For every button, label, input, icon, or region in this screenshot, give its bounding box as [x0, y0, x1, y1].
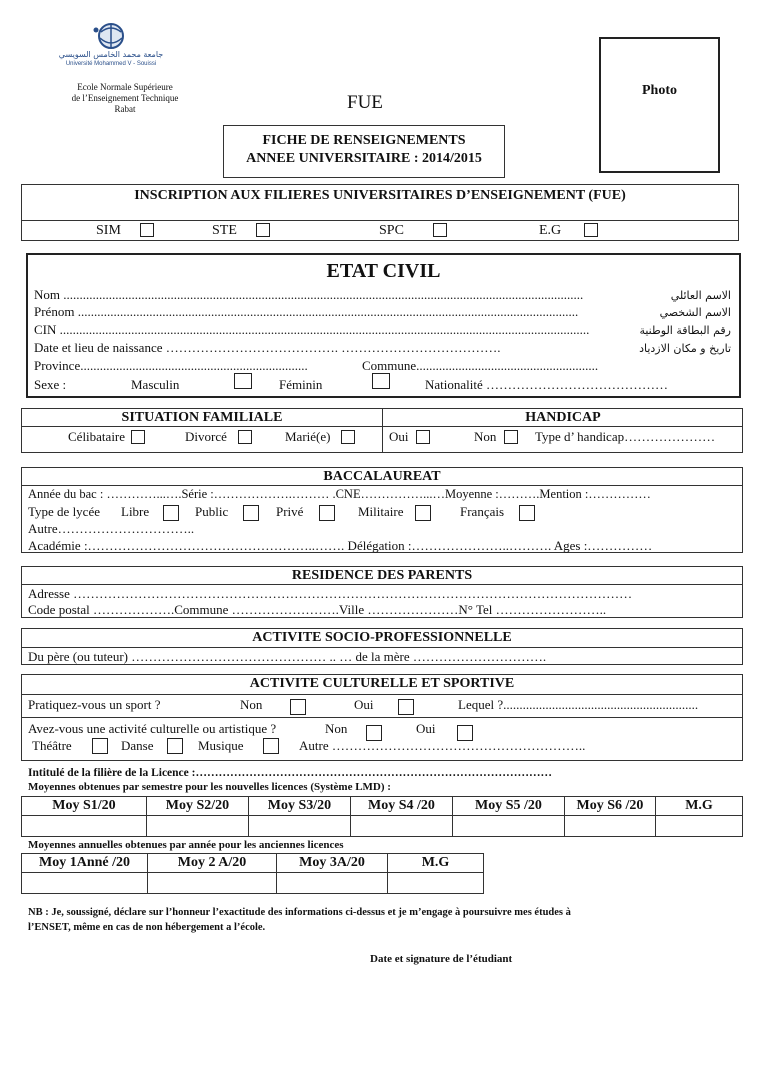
celibataire-checkbox[interactable]: [131, 430, 145, 444]
lmd-value-s5[interactable]: [453, 816, 565, 837]
nom-field[interactable]: Nom ................................................................................................................................................................: [34, 287, 584, 302]
lmd-header-s2: Moy S2/20: [147, 797, 249, 816]
public-checkbox[interactable]: [243, 505, 259, 521]
residence-section: [21, 566, 743, 618]
ancienne-value-3[interactable]: [277, 873, 388, 894]
moyennes-lmd-label: Moyennes obtenues par semestre pour les nouvelles licences (Système LMD) :: [28, 781, 391, 793]
option-eg-checkbox[interactable]: [584, 223, 598, 237]
option-ste-checkbox[interactable]: [256, 223, 270, 237]
anciennes-moyennes-table: [21, 853, 484, 894]
school-name-line2: de l’Enseignement Technique: [71, 93, 179, 103]
art-non-label: Non: [325, 721, 348, 736]
ancienne-value-mg[interactable]: [388, 873, 484, 894]
musique-checkbox[interactable]: [263, 738, 279, 754]
militaire-label: Militaire: [358, 504, 404, 519]
ancienne-header-mg: M.G: [388, 854, 484, 873]
prive-label: Privé: [276, 504, 304, 519]
art-question: Avez-vous une activité culturelle ou artistique ?: [28, 721, 277, 736]
photo-label: Photo: [642, 83, 677, 98]
inscription-section: [21, 184, 739, 241]
musique-label: Musique: [198, 738, 244, 753]
sport-lequel-field[interactable]: Lequel ?............................................................: [458, 697, 699, 712]
handicap-type-field[interactable]: Type d’ handicap…………………: [535, 429, 716, 444]
type-lycee-label: Type de lycée: [28, 504, 100, 519]
divorce-checkbox[interactable]: [238, 430, 252, 444]
lmd-value-s2[interactable]: [147, 816, 249, 837]
culturelle-section: [21, 674, 743, 761]
libre-checkbox[interactable]: [163, 505, 179, 521]
sport-non-label: Non: [240, 697, 263, 712]
lmd-header-s4: Moy S4 /20: [351, 797, 453, 816]
art-autre-field[interactable]: Autre …………………………………………………..: [299, 738, 586, 753]
sport-oui-label: Oui: [354, 697, 374, 712]
licence-intitule-field[interactable]: Intitulé de la filière de la Licence :…………………………………………………………………………………: [28, 767, 552, 779]
lmd-header-mg: M.G: [656, 797, 743, 816]
fiche-title-line2: ANNEE UNIVERSITAIRE : 2014/2015: [246, 151, 482, 166]
culturelle-title: ACTIVITE CULTURELLE ET SPORTIVE: [249, 676, 515, 691]
sport-non-checkbox[interactable]: [290, 699, 306, 715]
libre-label: Libre: [121, 504, 150, 519]
nationalite-field[interactable]: Nationalité ……………………………………: [425, 377, 669, 392]
masculin-label: Masculin: [131, 377, 180, 392]
signature-label: Date et signature de l’étudiant: [370, 953, 513, 965]
prenom-field[interactable]: Prénom ..........................................................................................................................................................: [34, 304, 579, 319]
lmd-value-s6[interactable]: [565, 816, 656, 837]
option-sim-checkbox[interactable]: [140, 223, 154, 237]
lmd-header-s6: Moy S6 /20: [565, 797, 656, 816]
theatre-checkbox[interactable]: [92, 738, 108, 754]
photo-box[interactable]: [599, 37, 720, 173]
fiche-title-line1: FICHE DE RENSEIGNEMENTS: [262, 133, 466, 148]
naissance-arabic-label: تاريخ و مكان الازدياد: [639, 342, 731, 355]
option-spc-label: SPC: [379, 223, 404, 238]
lmd-value-s3[interactable]: [249, 816, 351, 837]
lmd-value-s1[interactable]: [22, 816, 147, 837]
residence-line2[interactable]: Code postal ……………….Commune …………………….Ville …………………N° Tel ……………………..: [28, 602, 607, 617]
ancienne-header-3: Moy 3A/20: [277, 854, 388, 873]
handicap-non-checkbox[interactable]: [504, 430, 518, 444]
logo-arabic-name: جامعة محمد الخامس السويسي: [58, 50, 164, 59]
lmd-header-s3: Moy S3/20: [249, 797, 351, 816]
public-label: Public: [195, 504, 229, 519]
sexe-label: Sexe :: [34, 377, 67, 392]
militaire-checkbox[interactable]: [415, 505, 431, 521]
feminin-label: Féminin: [279, 377, 323, 392]
situation-handicap-section: [21, 408, 743, 453]
handicap-oui-label: Oui: [389, 429, 409, 444]
lmd-header-s1: Moy S1/20: [22, 797, 147, 816]
bac-line4[interactable]: Académie :……………………………………………..……. Délégation :…………………..………. Ages :……………: [28, 538, 653, 553]
commune-field[interactable]: Commune........................................................: [362, 358, 599, 373]
moyennes-anciennes-label: Moyennes annuelles obtenues par année pour les anciennes licences: [28, 839, 344, 851]
marie-label: Marié(e): [285, 429, 331, 444]
prenom-arabic-label: الاسم الشخصي: [659, 306, 731, 319]
option-sim-label: SIM: [96, 223, 121, 238]
fiche-title-box: [223, 125, 505, 178]
socio-pro-section: [21, 628, 743, 665]
ancienne-value-2[interactable]: [148, 873, 277, 894]
baccalaureat-section: [21, 467, 743, 553]
etat-civil-section: [26, 253, 741, 398]
bac-line1[interactable]: Année du bac : …………...….Série :……………….……… .CNE……………...…Moyenne :……….Mention :……………: [28, 487, 651, 501]
handicap-non-label: Non: [474, 429, 497, 444]
danse-checkbox[interactable]: [167, 738, 183, 754]
theatre-label: Théâtre: [32, 738, 72, 753]
ancienne-header-1: Moy 1Anné /20: [22, 854, 148, 873]
option-ste-label: STE: [212, 223, 237, 238]
school-name-line3: Rabat: [114, 104, 136, 114]
celibataire-label: Célibataire: [68, 429, 126, 444]
inscription-title: INSCRIPTION AUX FILIERES UNIVERSITAIRES D’ENSEIGNEMENT (FUE): [134, 188, 626, 203]
francais-label: Français: [460, 504, 505, 519]
nom-arabic-label: الاسم العائلي: [670, 289, 731, 302]
province-field[interactable]: Province......................................................................: [34, 358, 308, 373]
bac-autre-field[interactable]: Autre…………………………..: [28, 521, 195, 536]
option-spc-checkbox[interactable]: [433, 223, 447, 237]
residence-title: RESIDENCE DES PARENTS: [291, 568, 473, 583]
sport-question: Pratiquez-vous un sport ?: [28, 697, 161, 712]
sport-oui-checkbox[interactable]: [398, 699, 414, 715]
marie-checkbox[interactable]: [341, 430, 355, 444]
francais-checkbox[interactable]: [519, 505, 535, 521]
lmd-value-mg[interactable]: [656, 816, 743, 837]
adresse-field[interactable]: Adresse …………………………………………………………………………………………………………………: [28, 586, 633, 601]
naissance-field[interactable]: Date et lieu de naissance …………………………………. ……………………………….: [34, 340, 501, 355]
lmd-moyennes-table: [21, 796, 743, 837]
ancienne-header-2: Moy 2 A/20: [148, 854, 277, 873]
handicap-oui-checkbox[interactable]: [416, 430, 430, 444]
art-oui-label: Oui: [416, 721, 436, 736]
nb-declaration-line1: NB : Je, soussigné, déclare sur l’honneur l’exactitude des informations ci-dessus et je m’engage à poursuivre mes études à: [28, 907, 571, 918]
cin-arabic-label: رقم البطاقة الوطنية: [639, 324, 731, 337]
school-name-line1: Ecole Normale Supérieure: [77, 82, 173, 92]
socio-title: ACTIVITE SOCIO-PROFESSIONNELLE: [252, 630, 512, 645]
etat-civil-title: ETAT CIVIL: [326, 260, 441, 282]
prive-checkbox[interactable]: [319, 505, 335, 521]
option-eg-label: E.G: [539, 223, 562, 238]
divorce-label: Divorcé: [185, 429, 227, 444]
lmd-header-s5: Moy S5 /20: [453, 797, 565, 816]
logo-latin-name: Université Mohammed V - Souissi: [65, 61, 157, 67]
feminin-checkbox[interactable]: [372, 373, 390, 389]
situation-title: SITUATION FAMILIALE: [121, 410, 283, 425]
ancienne-value-1[interactable]: [22, 873, 148, 894]
nb-declaration-line2: l’ENSET, même en cas de non hébergement a l’école.: [28, 922, 266, 933]
danse-label: Danse: [121, 738, 154, 753]
cin-field[interactable]: CIN ...................................................................................................................................................................: [34, 322, 590, 337]
bac-title: BACCALAUREAT: [323, 469, 441, 484]
socio-line[interactable]: Du père (ou tuteur) ……………………………………… .. … de la mère ………………………….: [28, 649, 547, 664]
fue-heading: FUE: [347, 92, 383, 113]
handicap-title: HANDICAP: [525, 410, 601, 425]
lmd-value-s4[interactable]: [351, 816, 453, 837]
masculin-checkbox[interactable]: [234, 373, 252, 389]
